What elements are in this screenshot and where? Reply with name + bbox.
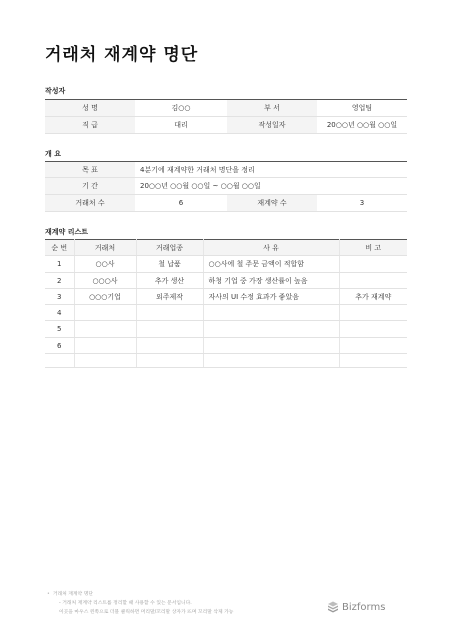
name-label: 성 명: [45, 100, 135, 117]
cell-number: 3: [45, 289, 74, 305]
table-row: [45, 256, 407, 273]
overview-row: [45, 195, 407, 212]
author-table: [45, 99, 407, 134]
table-row: [45, 305, 407, 321]
table-header-row: [45, 240, 407, 256]
client-count-value: 6: [135, 195, 227, 212]
cell-reason: [203, 305, 339, 321]
cell-industry: [136, 305, 203, 321]
cell-number: 4: [45, 305, 74, 321]
footer-line-2: - 거래처 재계약 리스트를 정리할 때 사용할 수 있는 문서입니다.: [59, 601, 192, 606]
cell-reason: 자사의 UI 수정 효과가 좋았음: [203, 289, 339, 305]
author-row: [45, 100, 407, 117]
section-author-label: 작성자: [45, 87, 66, 95]
date-value: 20○○년 ○○월 ○○일: [317, 117, 407, 134]
col-header-industry: 거래업종: [136, 240, 203, 256]
overview-row: [45, 178, 407, 195]
cell-reason: ○○사에 철 주문 금액이 적합함: [203, 256, 339, 273]
cell-note: [339, 338, 407, 354]
logo-text: Bizforms: [342, 601, 386, 613]
page-title: 거래처 재계약 명단: [45, 45, 199, 65]
cell-reason: 하청 기업 중 가장 생산률이 높음: [203, 273, 339, 289]
cell-industry: 외주제작: [136, 289, 203, 305]
overview-table: [45, 161, 407, 212]
cell-industry: 추가 생산: [136, 273, 203, 289]
cell-client: ○○○사: [74, 273, 136, 289]
table-row-blank: [45, 354, 407, 368]
department-label: 부 서: [227, 100, 317, 117]
cell-client: ○○○기업: [74, 289, 136, 305]
period-value: 20○○년 ○○월 ○○일 ~ ○○월 ○○일: [135, 178, 407, 195]
cell-number: 2: [45, 273, 74, 289]
cell-number: 5: [45, 321, 74, 338]
cell-note: [339, 256, 407, 273]
table-row: [45, 321, 407, 338]
table-row: [45, 338, 407, 354]
cell-industry: 철 납품: [136, 256, 203, 273]
cell-note: 추가 재계약: [339, 289, 407, 305]
cell-industry: [136, 321, 203, 338]
department-value: 영업팀: [317, 100, 407, 117]
footer-line-3: 이곳을 마우스 왼쪽으로 더블 클릭하면 머리말/꼬리말 상자가 뜨며 꼬리말 삭제 가능: [59, 610, 234, 615]
bizforms-logo: [327, 601, 385, 613]
cell-client: [74, 321, 136, 338]
period-label: 기 간: [45, 178, 135, 195]
rank-value: 대리: [135, 117, 227, 134]
table-row: [45, 289, 407, 305]
bizforms-logo-icon: [327, 601, 339, 613]
cell-number: 6: [45, 338, 74, 354]
col-header-note: 비 고: [339, 240, 407, 256]
footer-line-1: 거래처 재계약 명단: [52, 592, 93, 597]
goal-value: 4분기에 재계약한 거래처 명단을 정리: [135, 162, 407, 178]
renewal-count-label: 재계약 수: [227, 195, 317, 212]
author-row: [45, 117, 407, 134]
section-overview-label: 개 요: [45, 150, 61, 158]
renewal-list-table: [45, 239, 407, 368]
renewal-count-value: 3: [317, 195, 407, 212]
cell-industry: [136, 338, 203, 354]
date-label: 작성일자: [227, 117, 317, 134]
col-header-reason: 사 유: [203, 240, 339, 256]
cell-client: [74, 338, 136, 354]
overview-row: [45, 162, 407, 178]
cell-reason: [203, 338, 339, 354]
cell-note: [339, 273, 407, 289]
cell-note: [339, 321, 407, 338]
col-header-number: 순 번: [45, 240, 74, 256]
cell-reason: [203, 321, 339, 338]
rank-label: 직 급: [45, 117, 135, 134]
goal-label: 목 표: [45, 162, 135, 178]
cell-client: [74, 305, 136, 321]
table-row: [45, 273, 407, 289]
name-value: 김○○: [135, 100, 227, 117]
client-count-label: 거래처 수: [45, 195, 135, 212]
cell-note: [339, 305, 407, 321]
footer-note: [47, 590, 233, 617]
cell-number: 1: [45, 256, 74, 273]
cell-client: ○○사: [74, 256, 136, 273]
bullet-icon: •: [47, 592, 50, 597]
section-list-label: 재계약 리스트: [45, 228, 89, 236]
col-header-client: 거래처: [74, 240, 136, 256]
